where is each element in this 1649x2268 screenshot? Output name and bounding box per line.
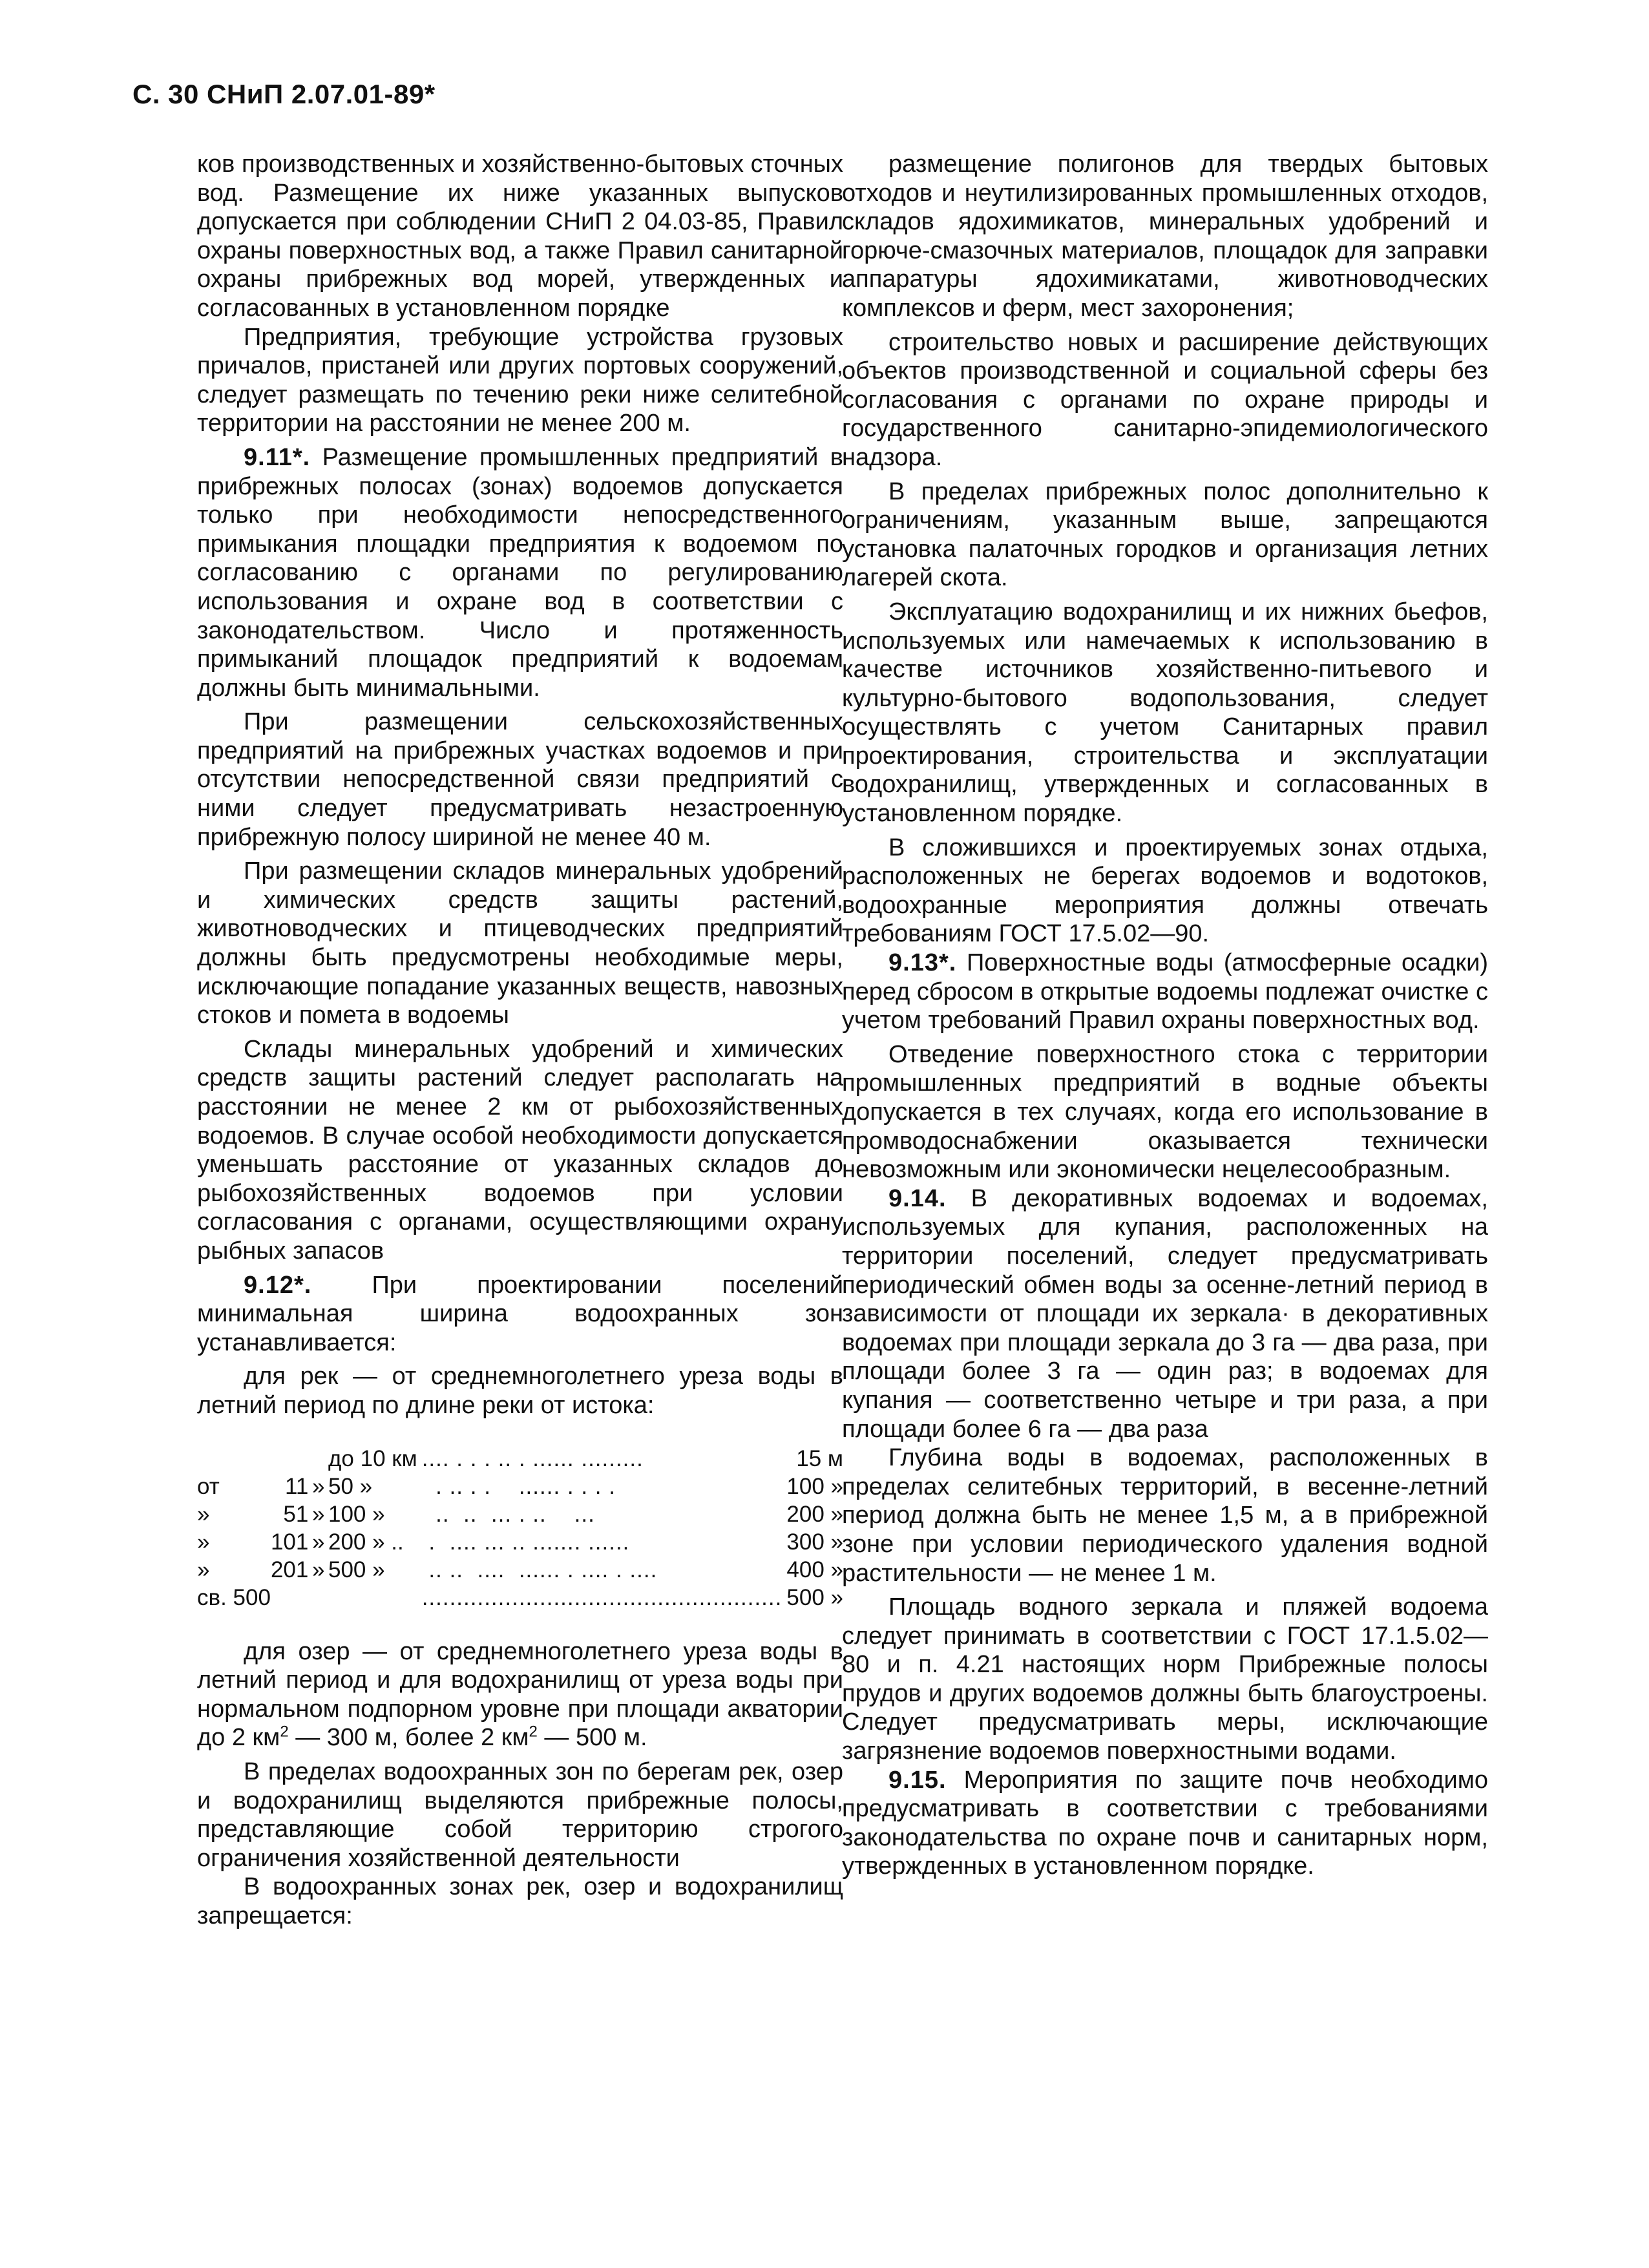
- table-cell: 100 »: [786, 1473, 843, 1499]
- paragraph-text: В декоративных водоемах и водоемах, используемых для купания, расположенных на территории поселений, следует предусматривать периодический обмен воды за осенне-летний период в зависимости от площади их зеркала· в декоративных водоемах при площади зеркала до 3 га — два раза, при площади более 3 га — один раз; в водоемах для купания — соответственно четыре и три раза, а при площади более 6 га — два раза: [842, 1184, 1488, 1443]
- right-column: [842, 150, 1488, 1881]
- table-cell: »: [311, 1557, 325, 1582]
- paragraph: В пределах водоохранных зон по берегам рек, озер и водохранилищ выделяются прибрежные полосы, представляющие собой территорию строгого ограничения хозяйственной деятельности: [197, 1758, 843, 1872]
- left-column: [197, 150, 843, 1930]
- table-cell: . .... ... .. ....... ......: [421, 1529, 630, 1555]
- table-row: [197, 1584, 843, 1612]
- table-cell: [328, 1584, 422, 1612]
- table-cell: 11: [285, 1473, 309, 1499]
- table-cell: . .. . . ...... . . . .: [421, 1473, 616, 1499]
- paragraph-text: Поверхностные воды (атмосферные осадки) перед сбросом в открытые водоемы подлежат очистке с учетом требований Правил охраны поверхностных вод.: [842, 949, 1488, 1034]
- table-cell: [308, 1584, 328, 1612]
- table-cell: [308, 1445, 328, 1473]
- table-cell: 500 »: [328, 1557, 385, 1582]
- table-cell: 50 »: [328, 1473, 373, 1499]
- table-cell: »: [311, 1473, 325, 1499]
- page-header: С. 30 СНиП 2.07.01-89*: [132, 79, 436, 109]
- paragraph-lakes: для озер — от среднемноголетнего уреза воды в летний период и для водохранилищ от уреза воды при нормальном подпорном уровне при площади акватории до 2 $км^2$ — 300 м, более 2 $км^2$ — 500 м.: [197, 1637, 843, 1752]
- table-cell: »: [311, 1501, 325, 1527]
- table-cell: 200 » ..: [328, 1529, 404, 1555]
- table-cell: 500 »: [786, 1584, 843, 1610]
- table-cell: [271, 1584, 308, 1612]
- table-cell: 200 »: [786, 1501, 843, 1527]
- paragraph: размещение полигонов для твердых бытовых отходов и неутилизированных промышленных отходов, складов ядохимикатов, минеральных удобрений и горюче-смазочных материалов, площадок для заправки аппаратуры ядохимикатами, животноводческих комплексов и ферм, мест захоронения;: [842, 151, 1488, 322]
- table-cell: »: [197, 1501, 210, 1527]
- table-cell: .. .. .... ...... . .... . ....: [421, 1557, 658, 1582]
- table-cell: .. .. ... . .. ...: [421, 1501, 595, 1527]
- section-number: 9.14.: [888, 1184, 947, 1212]
- paragraph: В сложившихся и проектируемых зонах отдыха, расположенных не берегах водоемов и водотоков, водоохранные мероприятия должны отвечать требованиям ГОСТ 17.5.02—90.: [842, 834, 1488, 948]
- paragraph: для рек — от среднемноголетнего уреза воды в летний период по длине реки от истока:: [197, 1363, 843, 1419]
- paragraph: Предприятия, требующие устройства грузовых причалов, пристаней или других портовых сооружений, следует размещать по течению реки ниже селитебной территории на расстоянии не менее 200 м.: [197, 323, 843, 437]
- table-cell: »: [197, 1529, 210, 1555]
- paragraph: В пределах прибрежных полос дополнительно к ограничениям, указанным выше, запрещаются установка палаточных городков и организация летних лагерей скота.: [842, 478, 1488, 592]
- paragraph: строительство новых и расширение действующих объектов производственной и социальной сферы без согласования с органами по охране природы и государственного санитарно-эпидемиологического надзора.: [842, 328, 1488, 471]
- paragraph-text: Размещение промышленных предприятий в прибрежных полосах (зонах) водоемов допускается только при необходимости непосредственного примыкания площадки предприятия к водоемом по согласованию с органами по регулированию использования и охране вод в соответствии с законодательством. Число и протяженность примыканий площадок предприятий к водоемам должны быть минимальными.: [197, 443, 843, 702]
- table-cell: [197, 1445, 271, 1473]
- table-row: [197, 1556, 843, 1584]
- table-cell: 100 »: [328, 1501, 385, 1527]
- paragraph: Отведение поверхностного стока с территории промышленных предприятий в водные объекты допускается в тех случаях, когда его использование в промводоснабжении оказывается технически невозможным или экономически нецелесообразным.: [842, 1040, 1488, 1184]
- table-row: [197, 1500, 843, 1528]
- section-number: 9.15.: [888, 1766, 947, 1794]
- paragraph: Глубина воды в водоемах, расположенных в пределах селитебных территорий, в весенне-летний период должна быть не менее 1,5 м, а в прибрежной зоне при условии периодического удаления водной растительности — не менее 1 м.: [842, 1444, 1488, 1587]
- paragraph-9-12: [197, 1271, 843, 1358]
- paragraph: При размещении сельскохозяйственных предприятий на прибрежных участках водоемов и при отсутствии непосредственной связи предприятий с ними следует предусматривать незастроенную прибрежную полосу шириной не менее 40 м.: [197, 708, 843, 851]
- paragraph: Склады минеральных удобрений и химических средств защиты растений следует располагать на расстоянии не менее 2 км от рыбохозяйственных водоемов. В случае особой необходимости допускается уменьшать расстояние от указанных складов до рыбохозяйственных водоемов при условии согласования с органами, осуществляющими охрану рыбных запасов: [197, 1035, 843, 1265]
- paragraph: ков производственных и хозяйственно-бытовых сточных вод. Размещение их ниже указанных выпусков допускается при соблюдении СНиП 2 04.03-85, Правил охраны поверхностных вод, а также Правил санитарной охраны прибрежных вод морей, утвержденных и согласованных в установленном порядке: [197, 151, 843, 322]
- table-cell: 15 м: [796, 1445, 843, 1471]
- table-cell: »: [311, 1529, 325, 1555]
- paragraph-9-13: [842, 949, 1488, 1035]
- table-cell: [271, 1445, 308, 1473]
- table-row: [197, 1528, 843, 1556]
- table-cell: 400 »: [786, 1557, 843, 1582]
- paragraph: Площадь водного зеркала и пляжей водоема следует принимать в соответствии с ГОСТ 17.1.5.02—80 и п. 4.21 настоящих норм Прибрежные полосы прудов и других водоемов должны быть благоустроены. Следует предусматривать меры, исключающие загрязнение водоемов поверхностными водами.: [842, 1593, 1488, 1765]
- table-cell: 51: [283, 1501, 309, 1527]
- table-cell: от: [197, 1473, 220, 1499]
- table-cell: .... . . . .. . ...... .........: [421, 1445, 644, 1471]
- table-cell: до 10 км: [328, 1445, 417, 1471]
- table-cell: ....................................................: [421, 1584, 782, 1610]
- paragraph: При размещении складов минеральных удобрений и химических средств защиты растений, животноводческих и птицеводческих предприятий должны быть предусмотрены необходимые меры, исключающие попадание указанных веществ, навозных стоков и помета в водоемы: [197, 857, 843, 1029]
- section-number: 9.13*.: [888, 949, 957, 977]
- paragraph-text: При проектировании поселений минимальная ширина водоохранных зон устанавливается:: [197, 1271, 843, 1356]
- paragraph-text: Мероприятия по защите почв необходимо предусматривать в соответствии с требованиями законодательства по охране почв и санитарных норм, утвержденных в установленном порядке.: [842, 1766, 1488, 1880]
- section-number: 9.11*.: [244, 443, 311, 471]
- paragraph-9-11: [197, 443, 843, 702]
- paragraph: Эксплуатацию водохранилищ и их нижних бьефов, используемых или намечаемых к использованию в качестве источников хозяйственно-питьевого и культурно-бытового водопользования, следует осуществлять с учетом Санитарных правил проектирования, строительства и эксплуатации водохранилищ, утвержденных и согласованных в установленном порядке.: [842, 598, 1488, 828]
- table-row: [197, 1445, 843, 1473]
- table-cell: св. 500: [197, 1584, 271, 1610]
- table-cell: 300 »: [786, 1529, 843, 1555]
- river-distance-table: [197, 1445, 843, 1612]
- paragraph: В водоохранных зонах рек, озер и водохранилищ запрещается:: [197, 1873, 843, 1929]
- table-cell: 201: [270, 1557, 309, 1582]
- paragraph-9-14: [842, 1184, 1488, 1444]
- table-row: [197, 1473, 843, 1500]
- paragraph-9-15: [842, 1766, 1488, 1881]
- section-number: 9.12*.: [244, 1271, 312, 1299]
- table-cell: »: [197, 1557, 210, 1582]
- table-cell: 101: [270, 1529, 309, 1555]
